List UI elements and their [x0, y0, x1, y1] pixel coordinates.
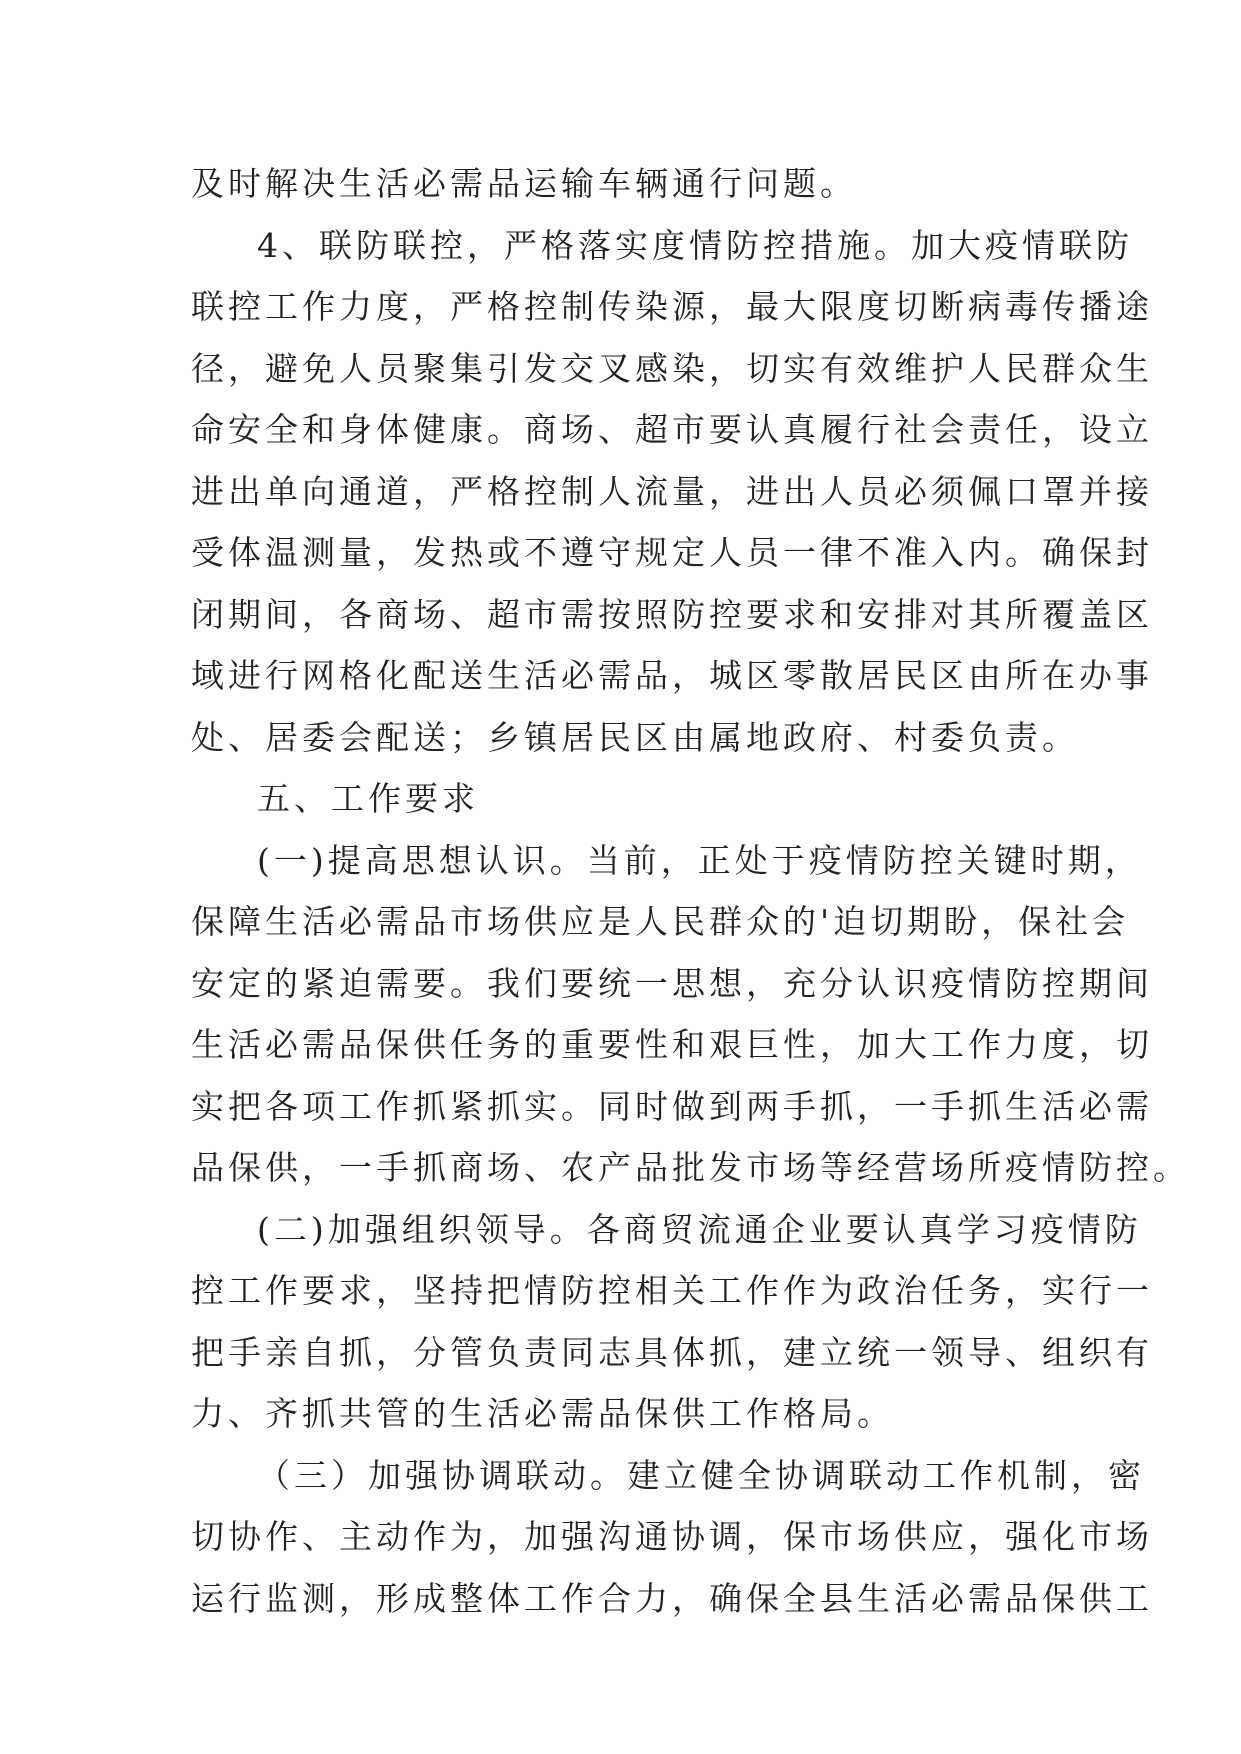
- document-body: [191, 153, 1190, 1629]
- text-line: 径，避免人员聚集引发交叉感染，切实有效维护人民群众生: [191, 348, 1153, 388]
- text-line: 力、齐抓共管的生活必需品保供工作格局。: [191, 1394, 894, 1433]
- text-line: 生活必需品保供任务的重要性和艰巨性，加大工作力度，切: [191, 1025, 1153, 1064]
- section-heading: 五、工作要求: [257, 779, 479, 818]
- text-line: 命安全和身体健康。商场、超市要认真履行社会责任，设立: [191, 410, 1153, 449]
- text-line: （三）加强协调联动。建立健全协调联动工作机制，密: [257, 1455, 1145, 1495]
- text-line: 域进行网格化配送生活必需品，城区零散居民区由所在办事: [191, 656, 1153, 695]
- text-line: 受体温测量，发热或不遵守规定人员一律不准入内。确保封: [191, 533, 1153, 572]
- text-line: 实把各项工作抓紧抓实。同时做到两手抓，一手抓生活必需: [191, 1086, 1153, 1126]
- text-line: 及时解决生活必需品运输车辆通行问题。: [191, 164, 857, 203]
- text-line: 切协作、主动作为，加强沟通协调，保市场供应，强化市场: [191, 1517, 1153, 1556]
- text-line: (一)提高思想认识。当前，正处于疫情防控关键时期，: [257, 840, 1142, 880]
- text-line: 进出单向通道，严格控制人流量，进出人员必须佩口罩并接: [191, 471, 1153, 511]
- text-line: 安定的紧迫需要。我们要统一思想，充分认识疫情防控期间: [191, 963, 1153, 1003]
- text-line: 处、居委会配送；乡镇居民区由属地政府、村委负责。: [191, 717, 1079, 757]
- text-line: 4、联防联控，严格落实度情防控措施。加大疫情联防: [257, 225, 1133, 265]
- text-line: (二)加强组织领导。各商贸流通企业要认真学习疫情防: [257, 1209, 1142, 1249]
- text-line: 联控工作力度，严格控制传染源，最大限度切断病毒传播途: [191, 287, 1153, 326]
- text-line: 运行监测，形成整体工作合力，确保全县生活必需品保供工: [191, 1578, 1153, 1618]
- text-line: 把手亲自抓，分管负责同志具体抓，建立统一领导、组织有: [191, 1332, 1153, 1372]
- text-line: 品保供，一手抓商场、农产品批发市场等经营场所疫情防控。: [191, 1148, 1190, 1187]
- text-line: 闭期间，各商场、超市需按照防控要求和安排对其所覆盖区: [191, 594, 1153, 634]
- text-line: 控工作要求，坚持把情防控相关工作作为政治任务，实行一: [191, 1271, 1153, 1310]
- text-line: 保障生活必需品市场供应是人民群众的'迫切期盼，保社会: [191, 902, 1130, 941]
